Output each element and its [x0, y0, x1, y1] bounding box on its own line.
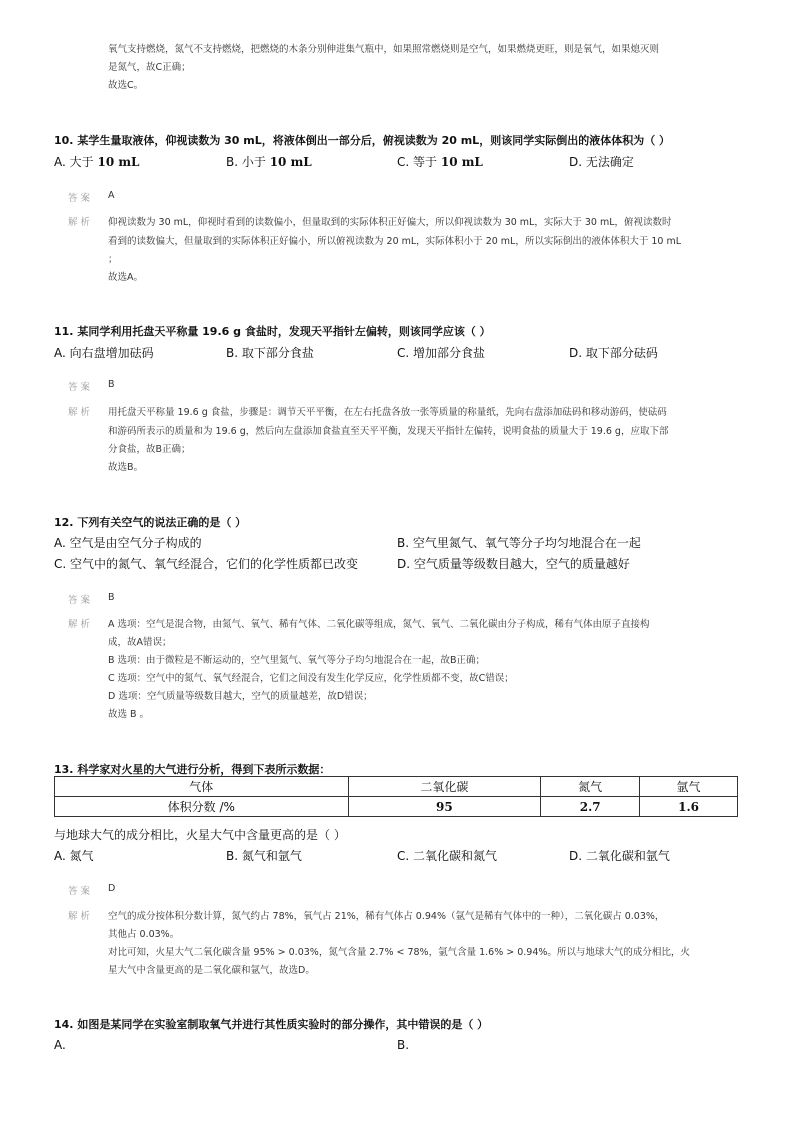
table-row-label: 体积分数 /%	[55, 797, 349, 817]
table-header-cell: 氩气	[640, 777, 738, 797]
q13-analysis-line4: 星大气中含量更高的是二氧化碳和氩气，故选D。	[108, 965, 315, 976]
q11-option-c[interactable]: C. 增加部分食盐	[397, 346, 486, 360]
table-row	[55, 797, 738, 817]
q10-option-b[interactable]: B. 小于 10 mL	[226, 155, 312, 169]
q10-option-a[interactable]: A. 大于 10 mL	[54, 155, 140, 169]
q11-answer: B	[108, 379, 115, 390]
q11-answer-label: 答案	[68, 382, 94, 393]
q12-answer: B	[108, 592, 115, 603]
q13-analysis-label: 解析	[68, 911, 94, 922]
q10-option-d[interactable]: D. 无法确定	[569, 155, 634, 169]
q9-analysis-line1: 氧气支持燃烧，氮气不支持燃烧，把燃烧的木条分别伸进集气瓶中，如果照常燃烧则是空气，如果燃烧更旺，则是氧气，如果熄灭则	[108, 44, 660, 55]
q13-stem: 13. 科学家对火星的大气进行分析，得到下表所示数据：	[54, 763, 331, 776]
q12-analysis-line1: A 选项：空气是混合物，由氮气、氧气、稀有气体、二氧化碳等组成，氮气、氧气、二氧化碳由分子构成，稀有气体由原子直接构	[108, 619, 650, 630]
q12-analysis-line4: C 选项：空气中的氮气、氧气经混合，它们之间没有发生化学反应，化学性质都不变，故C错误；	[108, 673, 514, 684]
q13-follow-question: 与地球大气的成分相比，火星大气中含量更高的是（ ）	[54, 828, 346, 842]
q10-analysis-line2: 看到的读数偏大，但量取到的实际体积正好偏小，所以俯视读数为 20 mL，实际体积小于 20 mL，所以实际倒出的液体体积大于 10 mL	[108, 236, 682, 247]
q12-analysis-label: 解析	[68, 619, 94, 630]
q12-stem: 12. 下列有关空气的说法正确的是（ ）	[54, 516, 247, 529]
q13-option-d[interactable]: D. 二氧化碳和氩气	[569, 849, 670, 863]
q14-option-b[interactable]: B.	[397, 1038, 410, 1052]
q12-option-d[interactable]: D. 空气质量等级数目越大，空气的质量越好	[397, 557, 630, 571]
q10-analysis-label: 解析	[68, 217, 94, 228]
q10-analysis-line1: 仰视读数为 30 mL，仰视时看到的读数偏小，但量取到的实际体积正好偏大，所以仰视读数为 30 mL，实际大于 30 mL，俯视读数时	[108, 217, 672, 228]
q12-analysis-line2: 成，故A错误；	[108, 637, 172, 648]
q13-option-a[interactable]: A. 氮气	[54, 849, 94, 863]
q14-stem: 14. 如图是某同学在实验室制取氧气并进行其性质实验时的部分操作，其中错误的是（ ）	[54, 1018, 489, 1031]
q11-analysis-line4: 故选B。	[108, 462, 144, 473]
q10-analysis-line3: ；	[108, 254, 118, 265]
q12-option-b[interactable]: B. 空气里氮气、氧气等分子均匀地混合在一起	[397, 536, 641, 550]
q10-stem: 10. 某学生量取液体，仰视读数为 30 mL，将液体倒出一部分后，俯视读数为 20 mL，则该同学实际倒出的液体体积为（ ）	[54, 134, 671, 147]
q12-analysis-line5: D 选项：空气质量等级数目越大，空气的质量越差，故D错误；	[108, 691, 373, 702]
q11-analysis-label: 解析	[68, 407, 94, 418]
q13-answer-label: 答案	[68, 886, 94, 897]
q11-stem: 11. 某同学利用托盘天平称量 19.6 g 食盐时，发现天平指针左偏转，则该同学应该（ ）	[54, 325, 491, 338]
q10-answer-label: 答案	[68, 193, 94, 204]
q13-analysis-line3: 对比可知，火星大气二氧化碳含量 95% > 0.03%，氮气含量 2.7% < 78%，氩气含量 1.6% > 0.94%。所以与地球大气的成分相比，火	[108, 947, 690, 958]
q9-analysis-line2: 是氮气，故C正确；	[108, 62, 191, 73]
table-header-cell: 气体	[55, 777, 349, 797]
table-cell: 95	[348, 797, 541, 817]
q10-analysis-line4: 故选A。	[108, 272, 143, 283]
q12-option-a[interactable]: A. 空气是由空气分子构成的	[54, 536, 202, 550]
q11-analysis-line1: 用托盘天平称量 19.6 g 食盐，步骤是：调节天平平衡，在左右托盘各放一张等质量的称量纸，先向右盘添加砝码和移动游码，使砝码	[108, 407, 667, 418]
q12-analysis-line3: B 选项：由于微粒是不断运动的，空气里氮气、氧气等分子均匀地混合在一起，故B正确；	[108, 655, 486, 666]
q10-option-c[interactable]: C. 等于 10 mL	[397, 155, 483, 169]
q10-answer: A	[108, 190, 115, 201]
q13-answer: D	[108, 883, 116, 894]
q12-analysis-line6: 故选 B 。	[108, 709, 150, 720]
q13-option-c[interactable]: C. 二氧化碳和氮气	[397, 849, 498, 863]
q13-analysis-line1: 空气的成分按体积分数计算，氮气约占 78%，氧气占 21%，稀有气体占 0.94%（氩气是稀有气体中的一种），二氧化碳占 0.03%，	[108, 911, 665, 922]
mars-atmosphere-table	[54, 776, 738, 817]
table-header-cell: 二氧化碳	[348, 777, 541, 797]
q11-analysis-line2: 和游码所表示的质量和为 19.6 g，然后向左盘添加食盐直至天平平衡，发现天平指针左偏转，说明食盐的质量大于 19.6 g，应取下部	[108, 426, 669, 437]
table-header-row	[55, 777, 738, 797]
table-cell: 1.6	[640, 797, 738, 817]
q9-analysis-line3: 故选C。	[108, 80, 144, 91]
q12-option-c[interactable]: C. 空气中的氮气、氧气经混合，它们的化学性质都已改变	[54, 557, 359, 571]
q13-analysis-line2: 其他占 0.03%。	[108, 929, 180, 940]
q11-option-b[interactable]: B. 取下部分食盐	[226, 346, 314, 360]
q13-option-b[interactable]: B. 氮气和氩气	[226, 849, 302, 863]
table-cell: 2.7	[541, 797, 640, 817]
q11-option-a[interactable]: A. 向右盘增加砝码	[54, 346, 154, 360]
q11-analysis-line3: 分食盐，故B正确；	[108, 444, 191, 455]
table-header-cell: 氮气	[541, 777, 640, 797]
q14-option-a[interactable]: A.	[54, 1038, 66, 1052]
q12-answer-label: 答案	[68, 595, 94, 606]
q11-option-d[interactable]: D. 取下部分砝码	[569, 346, 658, 360]
